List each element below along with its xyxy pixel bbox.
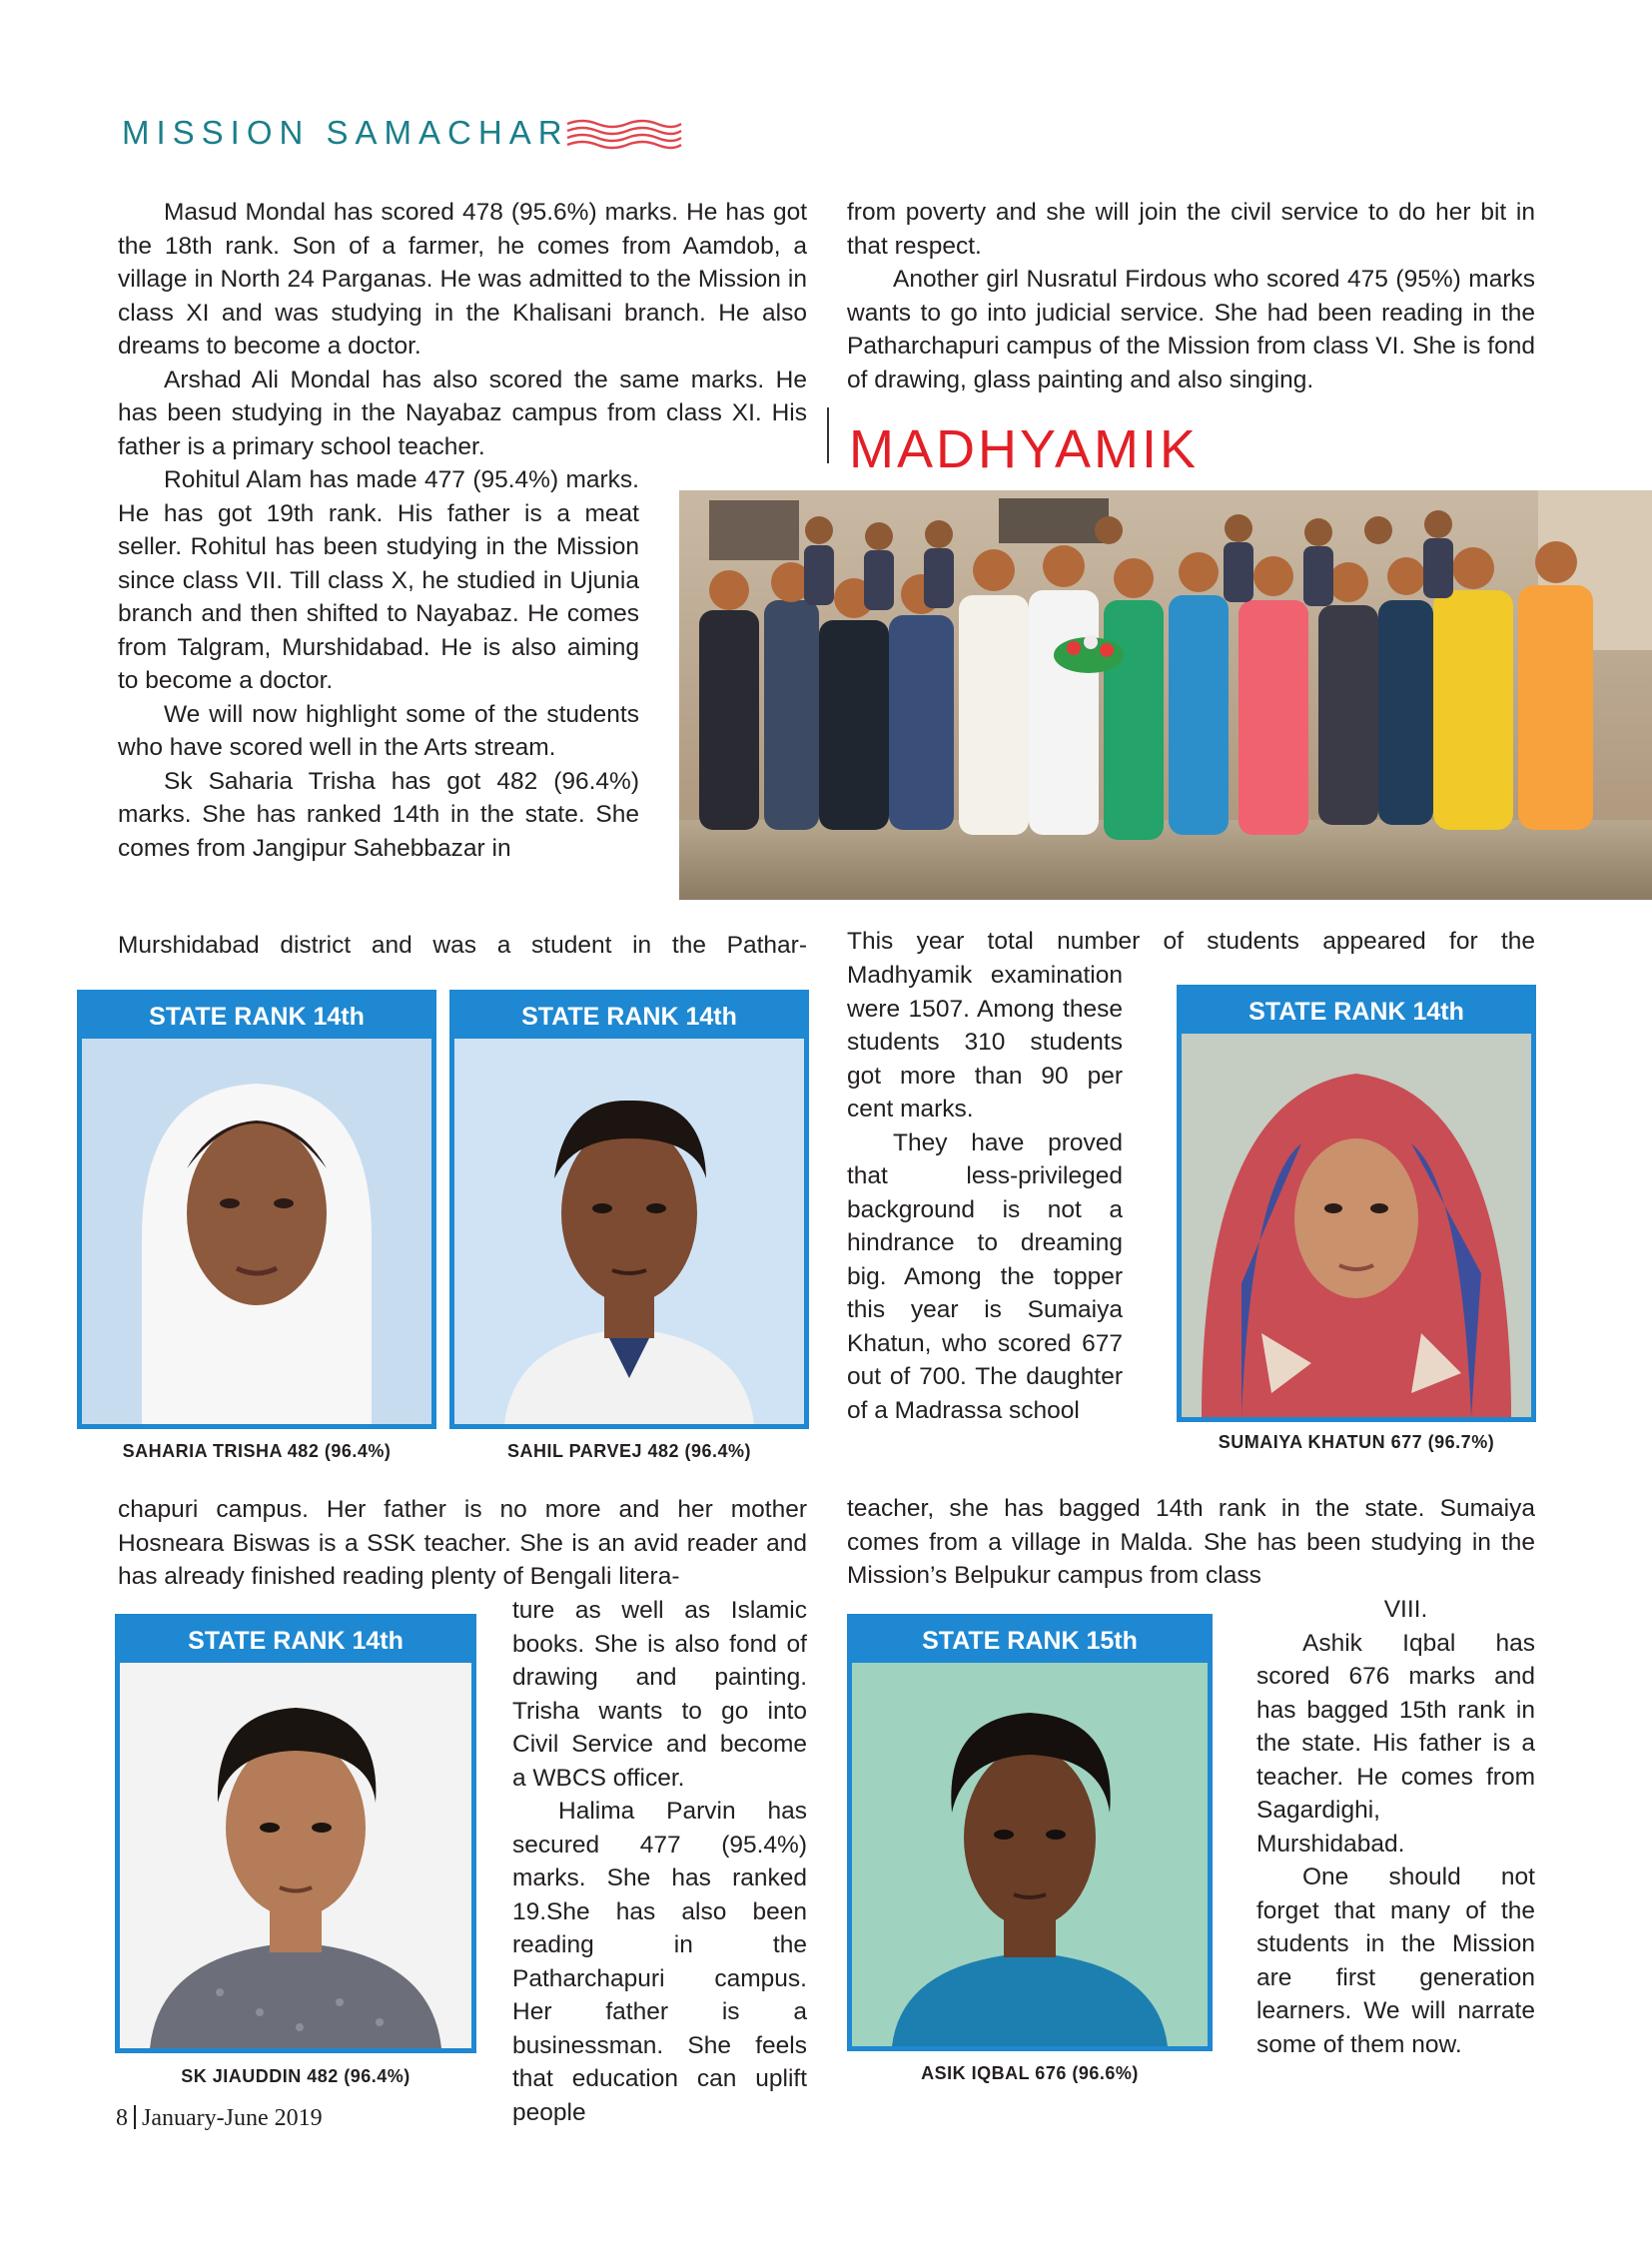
paragraph: This year total number of students appeared for the [847, 928, 1535, 955]
rank-banner: STATE RANK 14th [82, 995, 431, 1039]
card-caption: ASIK IQBAL 676 (96.6%) [921, 2063, 1139, 2083]
paragraph: Ashik Iqbal has scored 676 marks and has bagged 15th rank in the state. His father is a teacher. He comes from Sagardighi, Murshidabad. [1256, 1629, 1535, 1858]
masthead-wave-icon [565, 118, 685, 154]
rank-banner: STATE RANK 15th [852, 1619, 1208, 1663]
profile-card-sahil-parvej [449, 990, 809, 1429]
paragraph: Arshad Ali Mondal has also scored the same marks. He has been studying in the Nayabaz campus from class XI. His father is a primary school teacher. [118, 366, 807, 460]
paragraph: Another girl Nusratul Firdous who scored 475 (95%) marks wants to go into judicial service. She had been reading in the Patharchapuri campus of the Mission from class VI. She is fond of drawing, glass painting and also singing. [847, 266, 1535, 393]
paragraph: Halima Parvin has secured 477 (95.4%) marks. She has ranked 19.She has also been reading in the Patharchapuri campus. Her father is a businessman. She feels that education can uplift people [512, 1798, 807, 2126]
masthead: MISSION SAMACHAR [122, 114, 569, 151]
paragraph-continued: ture as well as Islamic books. She is also fond of drawing and painting. Trisha wants to go into Civil Service and become a WBCS officer. [512, 1597, 807, 1792]
rank-banner: STATE RANK 14th [120, 1619, 471, 1663]
profile-card-asik-iqbal [847, 1614, 1213, 2051]
footer-divider [134, 2105, 136, 2129]
paragraph-continued: teacher, she has bagged 14th rank in the state. Sumaiya comes from a village in Malda. She has been studying in the Mission’s Belpukur campus from class [847, 1495, 1535, 1589]
left-column-beside-card [512, 1594, 807, 2129]
card-caption: SUMAIYA KHATUN 677 (96.7%) [1218, 1432, 1495, 1452]
student-portrait [1182, 1034, 1531, 1417]
profile-card-sumaiya-khatun [1177, 985, 1536, 1422]
student-portrait [82, 1039, 431, 1424]
title-rule [827, 407, 829, 463]
right-column-line [847, 925, 1535, 959]
right-column-top [847, 196, 1535, 396]
card-caption: SAHIL PARVEJ 482 (96.4%) [506, 1441, 752, 1461]
student-portrait [454, 1039, 804, 1424]
right-column-bottom [847, 1492, 1535, 1593]
card-caption: SAHARIA TRISHA 482 (96.4%) [122, 1441, 392, 1461]
rank-banner: STATE RANK 14th [454, 995, 804, 1039]
paragraph: We will now highlight some of the students who have scored well in the Arts stream. [118, 700, 639, 761]
left-column-line [118, 929, 807, 963]
paragraph: Masud Mondal has scored 478 (95.6%) marks. He has got the 18th rank. Son of a farmer, he comes from Aamdob, a village in North 24 Parganas. He was admitted to the Mission in class XI and was studying in the Khalisani branch. He also dreams to become a doctor. [118, 199, 807, 360]
paragraph-continued: chapuri campus. Her father is no more and her mother Hosneara Biswas is a SSK teacher. She is an avid reader and has already finished reading plenty of Bengali litera- [118, 1496, 807, 1590]
paragraph: Rohitul Alam has made 477 (95.4%) marks. He has got 19th rank. His father is a meat seller. Rohitul has been studying in the Mission since class VII. Till class X, he studied in Ujunia branch and then shifted to Nayabaz. He comes from Talgram, Murshidabad. He is also aiming to become a doctor. [118, 466, 639, 694]
paragraph-continued: Madhyamik examination were 1507. Among these students 310 students got more than 90 per cent marks. [847, 962, 1123, 1122]
profile-card-sk-jiauddin [115, 1614, 476, 2053]
left-column-bottom [118, 1493, 807, 1594]
page-number: 8 [116, 2105, 128, 2131]
paragraph-continued: Murshidabad district and was a student in the Pathar- [118, 932, 807, 959]
right-column-narrow [847, 959, 1123, 1427]
paragraph-continued: VIII. [1383, 1596, 1428, 1623]
student-portrait [852, 1663, 1208, 2046]
rank-banner: STATE RANK 14th [1182, 990, 1531, 1034]
issue-date: January-June 2019 [142, 2105, 323, 2131]
page-footer [116, 2105, 323, 2132]
paragraph-continued: from poverty and she will join the civil service to do her bit in that respect. [847, 199, 1535, 260]
right-column-beside-card [1256, 1593, 1535, 2061]
card-caption: SK JIAUDDIN 482 (96.4%) [181, 2066, 411, 2086]
left-column-narrow [118, 463, 639, 865]
paragraph: One should not forget that many of the students in the Mission are first generation learners. We will narrate some of them now. [1256, 1864, 1535, 2058]
paragraph: Sk Saharia Trisha has got 482 (96.4%) marks. She has ranked 14th in the state. She comes from Jangipur Sahebbazar in [118, 767, 639, 862]
paragraph: They have proved that less-privileged background is not a hindrance to dreaming big. Among the topper this year is Sumaiya Khatun, who scored 677 out of 700. The daughter of a Madrassa school [847, 1128, 1123, 1424]
group-photo [679, 490, 1652, 900]
section-title: MADHYAMIK [849, 419, 1200, 479]
left-column-top [118, 196, 807, 463]
profile-card-saharia-trisha [77, 990, 436, 1429]
student-portrait [120, 1663, 471, 2048]
